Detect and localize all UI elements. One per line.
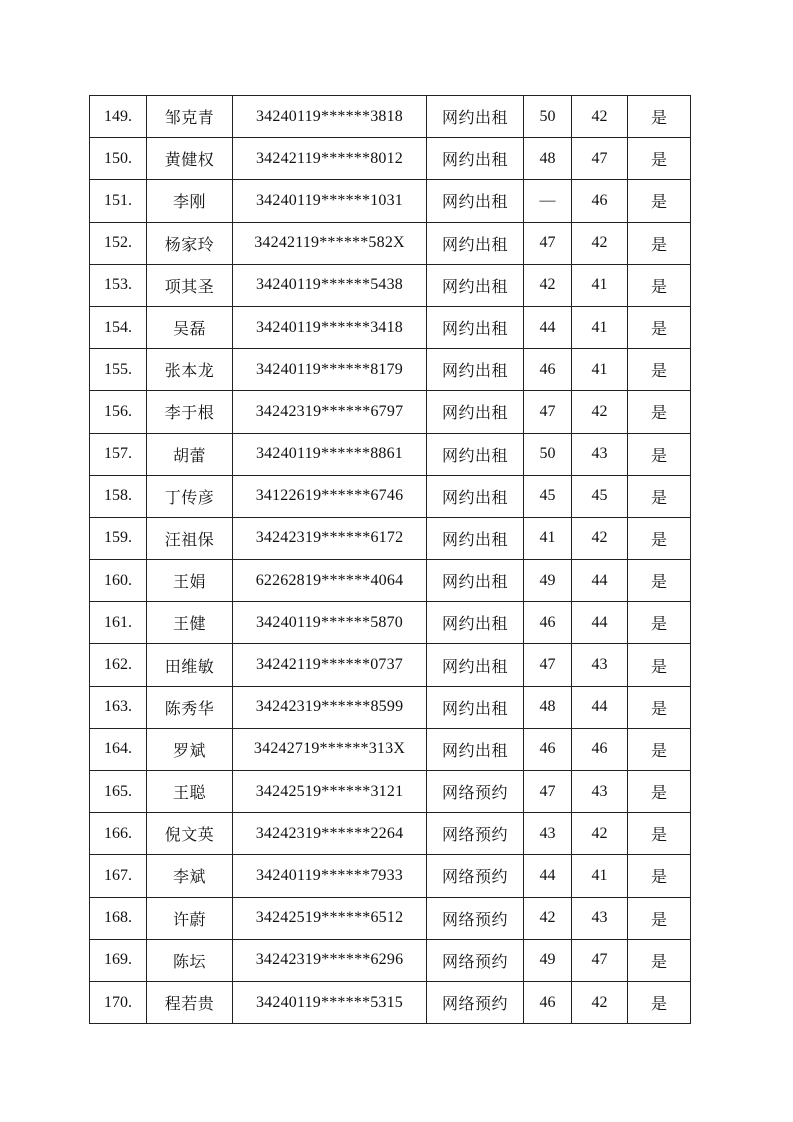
id-number-cell: 34242119******0737: [233, 644, 427, 686]
score-1-cell: 46: [524, 981, 572, 1023]
service-type-cell: 网络预约: [427, 771, 524, 813]
service-type-cell: 网约出租: [427, 264, 524, 306]
table-row: [90, 138, 691, 180]
service-type-cell: 网约出租: [427, 517, 524, 559]
qualified-flag-cell: 是: [628, 602, 691, 644]
service-type-cell: 网约出租: [427, 644, 524, 686]
qualified-flag-cell: 是: [628, 138, 691, 180]
row-number-cell: 164.: [90, 728, 147, 770]
id-number-cell: 34242519******6512: [233, 897, 427, 939]
table-row: [90, 855, 691, 897]
table-row: [90, 180, 691, 222]
id-number-cell: 34242319******6797: [233, 391, 427, 433]
score-2-cell: 46: [572, 728, 628, 770]
roster-table: [89, 95, 691, 1024]
id-number-cell: 34240119******5315: [233, 981, 427, 1023]
table-row: [90, 981, 691, 1023]
id-number-cell: 34242319******6172: [233, 517, 427, 559]
person-name-cell: 黄健权: [147, 138, 233, 180]
service-type-cell: 网约出租: [427, 602, 524, 644]
person-name-cell: 许蔚: [147, 897, 233, 939]
row-number-cell: 166.: [90, 813, 147, 855]
id-number-cell: 34242519******3121: [233, 771, 427, 813]
qualified-flag-cell: 是: [628, 391, 691, 433]
qualified-flag-cell: 是: [628, 264, 691, 306]
person-name-cell: 吴磊: [147, 306, 233, 348]
score-2-cell: 47: [572, 939, 628, 981]
score-2-cell: 44: [572, 602, 628, 644]
score-1-cell: 47: [524, 644, 572, 686]
score-1-cell: 47: [524, 222, 572, 264]
id-number-cell: 34242119******582X: [233, 222, 427, 264]
service-type-cell: 网约出租: [427, 560, 524, 602]
score-2-cell: 44: [572, 560, 628, 602]
row-number-cell: 156.: [90, 391, 147, 433]
row-number-cell: 154.: [90, 306, 147, 348]
service-type-cell: 网约出租: [427, 686, 524, 728]
score-2-cell: 43: [572, 771, 628, 813]
person-name-cell: 王健: [147, 602, 233, 644]
qualified-flag-cell: 是: [628, 96, 691, 138]
row-number-cell: 160.: [90, 560, 147, 602]
row-number-cell: 170.: [90, 981, 147, 1023]
row-number-cell: 161.: [90, 602, 147, 644]
score-2-cell: 42: [572, 517, 628, 559]
table-row: [90, 517, 691, 559]
person-name-cell: 陈坛: [147, 939, 233, 981]
qualified-flag-cell: 是: [628, 180, 691, 222]
table-row: [90, 306, 691, 348]
score-1-cell: 50: [524, 96, 572, 138]
row-number-cell: 150.: [90, 138, 147, 180]
table-row: [90, 222, 691, 264]
service-type-cell: 网约出租: [427, 349, 524, 391]
table-row: [90, 939, 691, 981]
person-name-cell: 邹克青: [147, 96, 233, 138]
row-number-cell: 167.: [90, 855, 147, 897]
row-number-cell: 165.: [90, 771, 147, 813]
roster-body: [90, 96, 691, 1024]
score-2-cell: 41: [572, 306, 628, 348]
service-type-cell: 网络预约: [427, 855, 524, 897]
score-2-cell: 41: [572, 349, 628, 391]
score-1-cell: 50: [524, 433, 572, 475]
table-row: [90, 433, 691, 475]
service-type-cell: 网络预约: [427, 981, 524, 1023]
score-1-cell: 49: [524, 560, 572, 602]
score-1-cell: 48: [524, 138, 572, 180]
score-1-cell: 44: [524, 306, 572, 348]
qualified-flag-cell: 是: [628, 813, 691, 855]
table-row: [90, 391, 691, 433]
table-row: [90, 813, 691, 855]
row-number-cell: 153.: [90, 264, 147, 306]
person-name-cell: 汪祖保: [147, 517, 233, 559]
person-name-cell: 程若贵: [147, 981, 233, 1023]
row-number-cell: 158.: [90, 475, 147, 517]
score-1-cell: 46: [524, 602, 572, 644]
row-number-cell: 162.: [90, 644, 147, 686]
id-number-cell: 62262819******4064: [233, 560, 427, 602]
row-number-cell: 169.: [90, 939, 147, 981]
qualified-flag-cell: 是: [628, 306, 691, 348]
service-type-cell: 网约出租: [427, 391, 524, 433]
service-type-cell: 网络预约: [427, 939, 524, 981]
qualified-flag-cell: 是: [628, 981, 691, 1023]
id-number-cell: 34242719******313X: [233, 728, 427, 770]
score-2-cell: 43: [572, 433, 628, 475]
table-row: [90, 349, 691, 391]
person-name-cell: 张本龙: [147, 349, 233, 391]
service-type-cell: 网约出租: [427, 433, 524, 475]
person-name-cell: 杨家玲: [147, 222, 233, 264]
table-row: [90, 475, 691, 517]
row-number-cell: 157.: [90, 433, 147, 475]
table-row: [90, 771, 691, 813]
score-2-cell: 45: [572, 475, 628, 517]
score-1-cell: 46: [524, 349, 572, 391]
id-number-cell: 34240119******3418: [233, 306, 427, 348]
service-type-cell: 网约出租: [427, 180, 524, 222]
id-number-cell: 34240119******7933: [233, 855, 427, 897]
person-name-cell: 丁传彦: [147, 475, 233, 517]
person-name-cell: 罗斌: [147, 728, 233, 770]
qualified-flag-cell: 是: [628, 686, 691, 728]
person-name-cell: 胡蕾: [147, 433, 233, 475]
row-number-cell: 159.: [90, 517, 147, 559]
id-number-cell: 34240119******3818: [233, 96, 427, 138]
person-name-cell: 陈秀华: [147, 686, 233, 728]
person-name-cell: 李斌: [147, 855, 233, 897]
person-name-cell: 田维敏: [147, 644, 233, 686]
id-number-cell: 34240119******8861: [233, 433, 427, 475]
table-row: [90, 728, 691, 770]
person-name-cell: 王娟: [147, 560, 233, 602]
row-number-cell: 163.: [90, 686, 147, 728]
score-2-cell: 41: [572, 855, 628, 897]
id-number-cell: 34242319******6296: [233, 939, 427, 981]
qualified-flag-cell: 是: [628, 728, 691, 770]
id-number-cell: 34240119******1031: [233, 180, 427, 222]
row-number-cell: 152.: [90, 222, 147, 264]
score-1-cell: 41: [524, 517, 572, 559]
id-number-cell: 34240119******8179: [233, 349, 427, 391]
service-type-cell: 网络预约: [427, 897, 524, 939]
row-number-cell: 151.: [90, 180, 147, 222]
service-type-cell: 网约出租: [427, 475, 524, 517]
score-1-cell: 44: [524, 855, 572, 897]
table-row: [90, 897, 691, 939]
qualified-flag-cell: 是: [628, 855, 691, 897]
score-2-cell: 43: [572, 897, 628, 939]
score-1-cell: 42: [524, 264, 572, 306]
table-row: [90, 264, 691, 306]
person-name-cell: 李于根: [147, 391, 233, 433]
person-name-cell: 王聪: [147, 771, 233, 813]
score-2-cell: 43: [572, 644, 628, 686]
table-row: [90, 96, 691, 138]
score-2-cell: 42: [572, 391, 628, 433]
score-2-cell: 41: [572, 264, 628, 306]
table-row: [90, 644, 691, 686]
person-name-cell: 项其圣: [147, 264, 233, 306]
qualified-flag-cell: 是: [628, 939, 691, 981]
id-number-cell: 34122619******6746: [233, 475, 427, 517]
score-1-cell: 45: [524, 475, 572, 517]
score-1-cell: 43: [524, 813, 572, 855]
score-2-cell: 42: [572, 222, 628, 264]
id-number-cell: 34242319******2264: [233, 813, 427, 855]
id-number-cell: 34240119******5870: [233, 602, 427, 644]
person-name-cell: 倪文英: [147, 813, 233, 855]
score-2-cell: 47: [572, 138, 628, 180]
score-1-cell: 46: [524, 728, 572, 770]
row-number-cell: 155.: [90, 349, 147, 391]
qualified-flag-cell: 是: [628, 771, 691, 813]
service-type-cell: 网约出租: [427, 96, 524, 138]
id-number-cell: 34242119******8012: [233, 138, 427, 180]
service-type-cell: 网约出租: [427, 306, 524, 348]
service-type-cell: 网约出租: [427, 728, 524, 770]
service-type-cell: 网约出租: [427, 138, 524, 180]
score-1-cell: 47: [524, 771, 572, 813]
score-2-cell: 44: [572, 686, 628, 728]
id-number-cell: 34240119******5438: [233, 264, 427, 306]
qualified-flag-cell: 是: [628, 644, 691, 686]
service-type-cell: 网络预约: [427, 813, 524, 855]
id-number-cell: 34242319******8599: [233, 686, 427, 728]
score-2-cell: 42: [572, 96, 628, 138]
score-2-cell: 42: [572, 981, 628, 1023]
qualified-flag-cell: 是: [628, 349, 691, 391]
qualified-flag-cell: 是: [628, 433, 691, 475]
table-row: [90, 560, 691, 602]
qualified-flag-cell: 是: [628, 560, 691, 602]
table-row: [90, 602, 691, 644]
score-2-cell: 46: [572, 180, 628, 222]
qualified-flag-cell: 是: [628, 475, 691, 517]
qualified-flag-cell: 是: [628, 517, 691, 559]
score-1-cell: —: [524, 180, 572, 222]
score-1-cell: 49: [524, 939, 572, 981]
qualified-flag-cell: 是: [628, 897, 691, 939]
score-1-cell: 47: [524, 391, 572, 433]
score-2-cell: 42: [572, 813, 628, 855]
table-row: [90, 686, 691, 728]
score-1-cell: 48: [524, 686, 572, 728]
service-type-cell: 网约出租: [427, 222, 524, 264]
row-number-cell: 149.: [90, 96, 147, 138]
score-1-cell: 42: [524, 897, 572, 939]
qualified-flag-cell: 是: [628, 222, 691, 264]
row-number-cell: 168.: [90, 897, 147, 939]
person-name-cell: 李刚: [147, 180, 233, 222]
